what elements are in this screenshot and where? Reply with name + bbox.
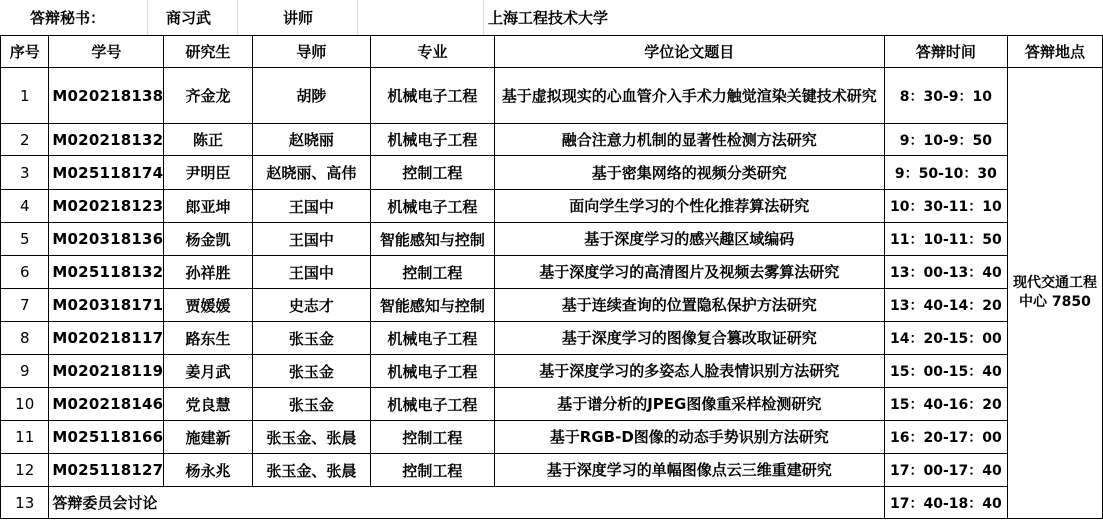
student-name[interactable]: 尹明臣 [164, 156, 253, 190]
major[interactable]: 智能感知与控制 [371, 223, 495, 256]
row-number[interactable]: 3 [1, 156, 49, 190]
student-id[interactable]: M020218117 [49, 322, 164, 355]
student-name[interactable]: 陈正 [164, 124, 253, 156]
major[interactable]: 控制工程 [371, 156, 495, 190]
table-row [1, 190, 1103, 223]
table-row [1, 223, 1103, 256]
student-id[interactable]: M020218138 [49, 68, 164, 124]
major[interactable]: 机械电子工程 [371, 68, 495, 124]
thesis-title[interactable]: 面向学生学习的个性化推荐算法研究 [494, 190, 884, 223]
row-number[interactable]: 12 [1, 454, 49, 487]
row-number[interactable]: 5 [1, 223, 49, 256]
major[interactable]: 智能感知与控制 [371, 289, 495, 322]
table-row [1, 289, 1103, 322]
advisor-name[interactable]: 张玉金、张晨 [252, 454, 370, 487]
table-footer-row [1, 487, 1103, 519]
table-row [1, 454, 1103, 487]
student-name[interactable]: 杨金凯 [164, 223, 253, 256]
major[interactable]: 机械电子工程 [371, 322, 495, 355]
advisor-name[interactable]: 张玉金 [252, 355, 370, 388]
secretary-label[interactable]: 答辩秘书： [0, 0, 148, 36]
table-row [1, 124, 1103, 156]
defense-time[interactable]: 15：00-15：40 [884, 355, 1007, 388]
defense-time[interactable]: 9：50-10：30 [884, 156, 1007, 190]
thesis-title[interactable]: 基于密集网络的视频分类研究 [494, 156, 884, 190]
defense-time[interactable]: 10：30-11：10 [884, 190, 1007, 223]
student-name[interactable]: 孙祥胜 [164, 256, 253, 289]
empty-cell[interactable] [358, 0, 484, 36]
header-advisor[interactable]: 导师 [252, 36, 370, 68]
student-name[interactable]: 施建新 [164, 421, 253, 454]
defense-time[interactable]: 17：00-17：40 [884, 454, 1007, 487]
defense-time[interactable]: 14：20-15：00 [884, 322, 1007, 355]
defense-time[interactable]: 16：20-17：00 [884, 421, 1007, 454]
defense-location[interactable]: 现代交通工程中心 7850 [1007, 68, 1102, 519]
student-name[interactable]: 齐金龙 [164, 68, 253, 124]
advisor-name[interactable]: 王国中 [252, 223, 370, 256]
major[interactable]: 控制工程 [371, 421, 495, 454]
student-id[interactable]: M020218146 [49, 388, 164, 421]
student-id[interactable]: M025118132 [49, 256, 164, 289]
student-id[interactable]: M020218132 [49, 124, 164, 156]
defense-time[interactable]: 13：40-14：20 [884, 289, 1007, 322]
defense-time[interactable]: 13：00-13：40 [884, 256, 1007, 289]
table-row [1, 355, 1103, 388]
secretary-title[interactable]: 讲师 [238, 0, 358, 36]
table-row [1, 388, 1103, 421]
header-thesis-title[interactable]: 学位论文题目 [494, 36, 884, 68]
row-number[interactable]: 6 [1, 256, 49, 289]
defense-time[interactable]: 8：30-9：10 [884, 68, 1007, 124]
advisor-name[interactable]: 赵晓丽 [252, 124, 370, 156]
thesis-title[interactable]: 融合注意力机制的显著性检测方法研究 [494, 124, 884, 156]
header-student[interactable]: 研究生 [164, 36, 253, 68]
header-major[interactable]: 专业 [371, 36, 495, 68]
thesis-title[interactable]: 基于连续查询的位置隐私保护方法研究 [494, 289, 884, 322]
thesis-title[interactable]: 基于深度学习的单幅图像点云三维重建研究 [494, 454, 884, 487]
row-number[interactable]: 8 [1, 322, 49, 355]
defense-time[interactable]: 11：10-11：50 [884, 223, 1007, 256]
advisor-name[interactable]: 张玉金 [252, 322, 370, 355]
table-row [1, 156, 1103, 190]
defense-time[interactable]: 15：40-16：20 [884, 388, 1007, 421]
major[interactable]: 机械电子工程 [371, 388, 495, 421]
student-id[interactable]: M025118127 [49, 454, 164, 487]
secretary-name[interactable]: 商习武 [148, 0, 238, 36]
student-name[interactable]: 贾媛媛 [164, 289, 253, 322]
table-header-row [1, 36, 1103, 68]
table-row [1, 256, 1103, 289]
header-no[interactable]: 序号 [1, 36, 49, 68]
advisor-name[interactable]: 张玉金 [252, 388, 370, 421]
advisor-name[interactable]: 王国中 [252, 190, 370, 223]
student-id[interactable]: M020218119 [49, 355, 164, 388]
thesis-title[interactable]: 基于深度学习的感兴趣区域编码 [494, 223, 884, 256]
header-time[interactable]: 答辩时间 [884, 36, 1007, 68]
student-id[interactable]: M020318136 [49, 223, 164, 256]
major[interactable]: 控制工程 [371, 454, 495, 487]
table-row [1, 322, 1103, 355]
row-number[interactable]: 4 [1, 190, 49, 223]
advisor-name[interactable]: 史志才 [252, 289, 370, 322]
major[interactable]: 机械电子工程 [371, 190, 495, 223]
row-number[interactable]: 1 [1, 68, 49, 124]
thesis-title[interactable]: 基于深度学习的多姿态人脸表情识别方法研究 [494, 355, 884, 388]
student-name[interactable]: 杨永兆 [164, 454, 253, 487]
defense-time[interactable]: 17：40-18：40 [884, 487, 1007, 519]
row-number[interactable]: 11 [1, 421, 49, 454]
header-student-id[interactable]: 学号 [49, 36, 164, 68]
row-number[interactable]: 10 [1, 388, 49, 421]
secretary-header-row [0, 0, 1103, 36]
row-number[interactable]: 9 [1, 355, 49, 388]
table-row [1, 68, 1103, 124]
thesis-title[interactable]: 基于深度学习的图像复合篡改取证研究 [494, 322, 884, 355]
student-id[interactable]: M020318171 [49, 289, 164, 322]
thesis-title[interactable]: 基于谱分析的JPEG图像重采样检测研究 [494, 388, 884, 421]
row-number[interactable]: 2 [1, 124, 49, 156]
student-name[interactable]: 路东生 [164, 322, 253, 355]
student-id[interactable]: M020218123 [49, 190, 164, 223]
defense-time[interactable]: 9：10-9：50 [884, 124, 1007, 156]
student-id[interactable]: M025118174 [49, 156, 164, 190]
row-number[interactable]: 7 [1, 289, 49, 322]
advisor-name[interactable]: 张玉金、张晨 [252, 421, 370, 454]
student-name[interactable]: 郎亚坤 [164, 190, 253, 223]
major[interactable]: 机械电子工程 [371, 124, 495, 156]
advisor-name[interactable]: 胡陟 [252, 68, 370, 124]
student-name[interactable]: 姜月武 [164, 355, 253, 388]
thesis-title[interactable]: 基于RGB-D图像的动态手势识别方法研究 [494, 421, 884, 454]
major[interactable]: 机械电子工程 [371, 355, 495, 388]
advisor-name[interactable]: 赵晓丽、高伟 [252, 156, 370, 190]
thesis-title[interactable]: 基于虚拟现实的心血管介入手术力触觉渲染关键技术研究 [494, 68, 884, 124]
student-id[interactable]: M025118166 [49, 421, 164, 454]
committee-discussion[interactable]: 答辩委员会讨论 [49, 487, 884, 519]
header-location[interactable]: 答辩地点 [1007, 36, 1102, 68]
row-number[interactable]: 13 [1, 487, 49, 519]
major[interactable]: 控制工程 [371, 256, 495, 289]
thesis-title[interactable]: 基于深度学习的高清图片及视频去雾算法研究 [494, 256, 884, 289]
university-name[interactable]: 上海工程技术大学 [488, 9, 609, 27]
defense-schedule-table [0, 35, 1103, 519]
student-name[interactable]: 党良慧 [164, 388, 253, 421]
advisor-name[interactable]: 王国中 [252, 256, 370, 289]
table-row [1, 421, 1103, 454]
